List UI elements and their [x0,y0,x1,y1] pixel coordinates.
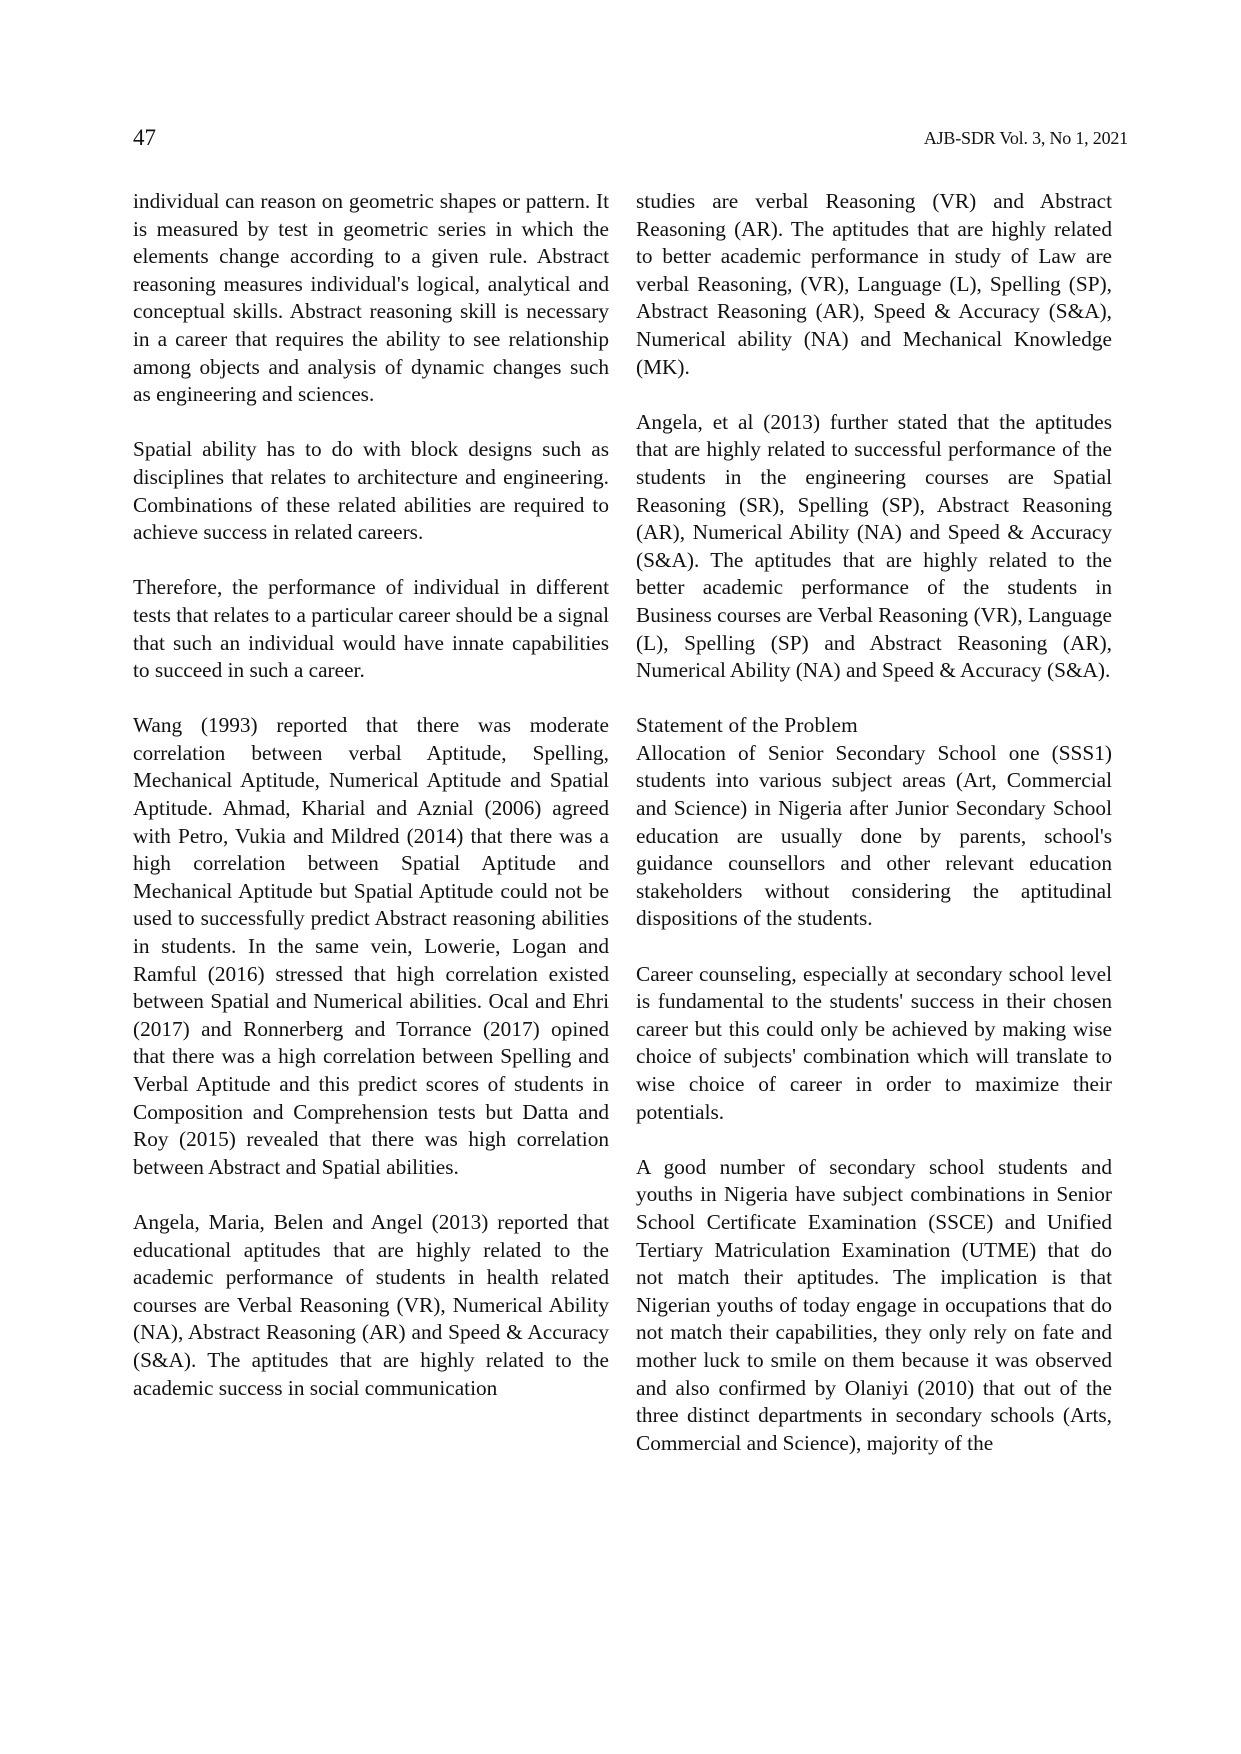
right-column [636,188,1112,1457]
paragraph-sss1-allocation: Allocation of Senior Secondary School one (SSS1) students into various subject areas (Art, Commercial and Science) in Nigeria after Junior Secondary School education are usually done by parents, school's guidance counsellors and other relevant education stakeholders without considering the aptitudinal dispositions of the students. [636,740,1112,931]
paragraph-individual-performance: Therefore, the performance of individual in different tests that relates to a particular career should be a signal that such an individual would have innate capabilities to succeed in such a career. [133,575,609,683]
paragraph-angela-2013: Angela, Maria, Belen and Angel (2013) reported that educational aptitudes that are highly related to the academic performance of students in health related courses are Verbal Reasoning (VR), Numerical Ability (NA), Abstract Reasoning (AR) and Speed & Accuracy (S&A). The aptitudes that are highly related to the academic success in social communication [133,1209,609,1400]
running-head: AJB-SDR Vol. 3, No 1, 2021 [923,128,1128,148]
paragraph-correlation-studies: Wang (1993) reported that there was moderate correlation between verbal Aptitude, Spelling, Mechanical Aptitude, Numerical Aptitude and Spatial Aptitude. Ahmad, Kharial and Aznial (2006) agreed with Petro, Vukia and Mildred (2014) that there was a high correlation between Spatial Aptitude and Mechanical Aptitude but Spatial Aptitude could not be used to successfully predict Abstract reasoning abilities in students. In the same vein, Lowerie, Logan and Ramful (2016) stressed that high correlation existed between Spatial and Numerical abilities. Ocal and Ehri (2017) and Ronnerberg and Torrance (2017) opined that there was a high correlation between Spelling and Verbal Aptitude and this predict scores of students in Composition and Comprehension tests but Datta and Roy (2015) revealed that there was high correlation between Abstract and Spatial abilities. [133,713,609,1179]
paragraph-law-aptitudes: studies are verbal Reasoning (VR) and Abstract Reasoning (AR). The aptitudes that are highly related to better academic performance in study of Law are verbal Reasoning, (VR), Language (L), Spelling (SP), Abstract Reasoning (AR), Speed & Accuracy (S&A), Numerical ability (NA) and Mechanical Knowledge (MK). [636,189,1112,379]
paragraph-subject-mismatch: A good number of secondary school students and youths in Nigeria have subject combinations in Senior School Certificate Examination (SSCE) and Unified Tertiary Matriculation Examination (UTME) that do not match their aptitudes. The implication is that Nigerian youths of today engage in occupations that do not match their capabilities, they only rely on fate and mother luck to smile on them because it was observed and also confirmed by Olaniyi (2010) that out of the three distinct departments in secondary schools (Arts, Commercial and Science), majority of the [636,1154,1112,1455]
section-heading-statement-of-problem: Statement of the Problem [636,713,858,738]
page-number: 47 [133,125,156,150]
paragraph-abstract-reasoning: individual can reason on geometric shapes or pattern. It is measured by test in geometric series in which the elements change according to a given rule. Abstract reasoning measures individual's logical, analytical and conceptual skills. Abstract reasoning skill is necessary in a career that requires the ability to see relationship among objects and analysis of dynamic changes such as engineering and sciences. [133,189,609,407]
paragraph-spatial-ability: Spatial ability has to do with block designs such as disciplines that relates to architecture and engineering. Combinations of these related abilities are required to achieve success in related careers. [133,437,609,545]
paragraph-engineering-business-aptitudes: Angela, et al (2013) further stated that the aptitudes that are highly related to successful performance of the students in the engineering courses are Spatial Reasoning (SR), Spelling (SP), Abstract Reasoning (AR), Numerical Ability (NA) and Speed & Accuracy (S&A). The aptitudes that are highly related to the better academic performance of the students in Business courses are Verbal Reasoning (VR), Language (L), Spelling (SP) and Abstract Reasoning (AR), Numerical Ability (NA) and Speed & Accuracy (S&A). [636,409,1112,683]
left-column [133,188,609,1402]
page-header [133,125,1128,155]
paragraph-career-counseling: Career counseling, especially at secondary school level is fundamental to the students' success in their chosen career but this could only be achieved by making wise choice of subjects' combination which will translate to wise choice of career in order to maximize their potentials. [636,961,1112,1124]
